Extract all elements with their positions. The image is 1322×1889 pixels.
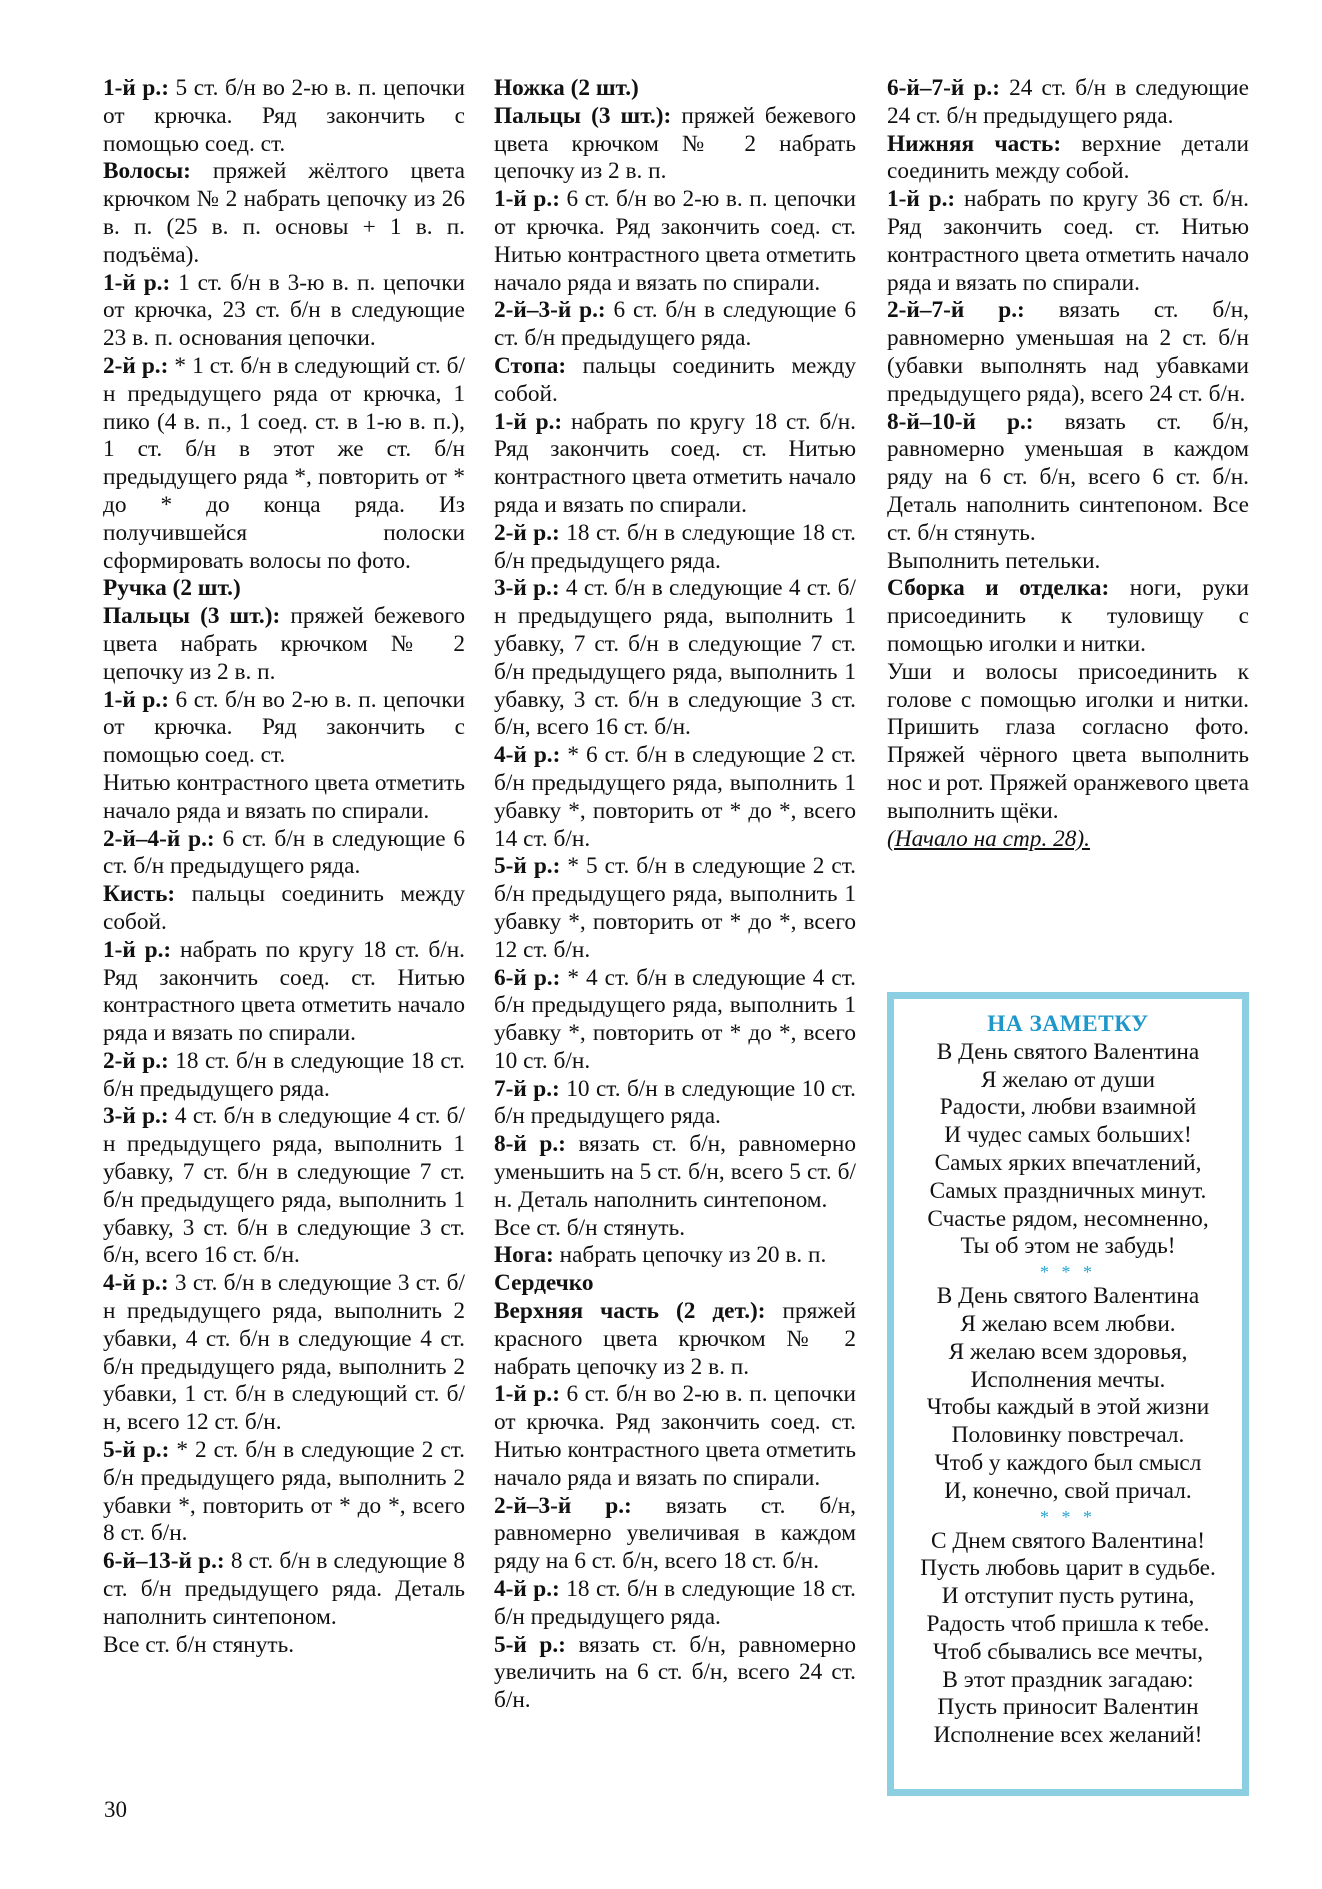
instruction-label: 7-й р.:: [494, 1075, 560, 1102]
instruction-label: Верхняя часть (2 дет.):: [494, 1298, 766, 1325]
instruction-paragraph: [103, 687, 465, 770]
instruction-text: верхние детали соединить между собой.: [887, 130, 1249, 185]
instruction-label: 1-й р.:: [494, 186, 560, 213]
instruction-text: вязать ст. б/н, равномерно уменьшая в каждом ряду на 6 ст. б/н, всего 6 ст. б/н. Деталь наполнить синтепоном. Все ст. б/н стянуть.: [887, 408, 1249, 546]
instruction-text: 3 ст. б/н в следующие 3 ст. б/н предыдущего ряда, выполнить 2 убавки, 4 ст. б/н в следующие 4 ст. б/н предыдущего ряда, выполнить 2 убавки, 1 ст. б/н в следующий ст. б/н, всего 12 ст. б/н.: [103, 1270, 465, 1436]
page-number: 30: [104, 1797, 127, 1822]
instruction-paragraph: [494, 1493, 856, 1576]
poem-line: Радость чтоб пришла к тебе.: [926, 1610, 1210, 1637]
instruction-paragraph: [494, 1131, 856, 1214]
instruction-label: Ножка (2 шт.): [494, 75, 639, 101]
instruction-text: Все ст. б/н стянуть.: [494, 1214, 686, 1241]
instruction-text: Уши и волосы присоединить к голове с помощью иголки и нитки. Пришить глаза согласно фото. Пряжей чёрного цвета выполнить нос и рот. Пряжей оранжевого цвета выполнить щёки.: [887, 658, 1249, 824]
instruction-label: 6-й–13-й р.:: [103, 1548, 225, 1575]
instruction-label: 5-й р.:: [103, 1437, 170, 1464]
poem-line: Чтоб сбывались все мечты,: [932, 1638, 1204, 1665]
column-right-text: [887, 75, 1249, 826]
instruction-paragraph: [494, 1381, 856, 1492]
instruction-paragraph: [494, 1076, 856, 1132]
column-middle: [494, 75, 856, 1715]
instruction-text: набрать по кругу 18 ст. б/н. Ряд закончить соед. ст. Нитью контрастного цвета отметить начало ряда и вязать по спирали.: [494, 408, 857, 518]
instruction-text: вязать ст. б/н, равномерно увеличить на 6 ст. б/н, всего 24 ст. б/н.: [494, 1631, 856, 1714]
instruction-text: пальцы соединить между собой.: [103, 881, 465, 935]
instruction-label: Нога:: [494, 1242, 554, 1269]
instruction-label: 1-й р.:: [103, 75, 169, 101]
instruction-text: пряжей бежевого цвета крючком № 2 набрать цепочку из 2 в. п.: [494, 102, 856, 185]
poem-line: И отступит пусть рутина,: [941, 1583, 1195, 1610]
instruction-paragraph: [103, 603, 465, 686]
instruction-label: 3-й р.:: [494, 575, 560, 602]
instruction-paragraph: [103, 770, 465, 826]
column-right: [887, 75, 1249, 853]
instruction-paragraph: [494, 409, 856, 520]
instruction-paragraph: [103, 75, 465, 158]
instruction-label: 2-й–3-й р.:: [494, 1492, 632, 1519]
instruction-paragraph: [494, 742, 856, 853]
instruction-label: Волосы:: [103, 158, 191, 185]
instruction-paragraph: [103, 1437, 465, 1548]
instruction-text: 6 ст. б/н во 2-ю в. п. цепочки от крючка. Ряд закончить соед. ст. Нитью контрастного цвета отметить начало ряда и вязать по спирали.: [494, 1381, 856, 1491]
instruction-text: Выполнить петельки.: [887, 547, 1101, 574]
instruction-label: 6-й–7-й р.:: [887, 75, 1000, 101]
instruction-paragraph: [494, 75, 856, 103]
instruction-paragraph: [103, 158, 465, 269]
instruction-text: ноги, руки присоединить к туловищу с помощью иголки и нитки.: [887, 575, 1250, 657]
instruction-paragraph: [103, 1548, 465, 1631]
instruction-paragraph: [494, 965, 856, 1076]
poem-line: Чтобы каждый в этой жизни: [926, 1394, 1210, 1421]
instruction-paragraph: [887, 548, 1249, 576]
instruction-paragraph: [103, 826, 465, 882]
instruction-label: 8-й–10-й р.:: [887, 408, 1034, 435]
instruction-label: Ручка (2 шт.): [103, 575, 241, 602]
instruction-label: 1-й р.:: [887, 186, 956, 213]
instruction-text: 18 ст. б/н в следующие 18 ст. б/н предыдущего ряда.: [103, 1047, 465, 1102]
instruction-label: Сборка и отделка:: [887, 575, 1110, 602]
instruction-text: 6 ст. б/н в следующие 6 ст. б/н предыдущего ряда.: [494, 297, 857, 352]
instruction-paragraph: [103, 1632, 465, 1660]
instruction-label: 1-й р.:: [494, 408, 563, 435]
instruction-label: 2-й–7-й р.:: [887, 297, 1025, 324]
instruction-paragraph: [103, 937, 465, 1048]
poem-line: В День святого Валентина: [936, 1283, 1200, 1310]
instruction-text: набрать цепочку из 20 в. п.: [553, 1242, 827, 1269]
instruction-label: 3-й р.:: [103, 1103, 169, 1130]
instruction-paragraph: [494, 353, 856, 409]
instruction-paragraph: [103, 1048, 465, 1104]
instruction-label: 1-й р.:: [103, 936, 172, 963]
note-box-title: НА ЗАМЕТКУ: [987, 1011, 1149, 1037]
poem-line: Половинку повстречал.: [951, 1422, 1185, 1449]
instruction-paragraph: [494, 520, 856, 576]
instruction-label: 2-й–4-й р.:: [103, 825, 215, 852]
stanza-separator: * * *: [1040, 1506, 1096, 1527]
instruction-text: набрать по кругу 36 ст. б/н. Ряд закончить соед. ст. Нитью контрастного цвета отметить начало ряда и вязать по спирали.: [887, 186, 1250, 296]
instruction-text: * 6 ст. б/н в следующие 2 ст. б/н предыдущего ряда, выполнить 1 убавку *, повторить от * до *, всего 14 ст. б/н.: [494, 742, 856, 852]
instruction-paragraph: [494, 103, 856, 186]
poem-line: Исполнение всех желаний!: [933, 1722, 1203, 1749]
instruction-paragraph: [103, 575, 465, 603]
instruction-paragraph: [494, 1576, 856, 1632]
instruction-label: 2-й р.:: [494, 519, 560, 546]
instruction-paragraph: [494, 1270, 856, 1298]
instruction-label: Кисть:: [103, 881, 176, 908]
instruction-text: 4 ст. б/н в следующие 4 ст. б/н предыдущего ряда, выполнить 1 убавку, 7 ст. б/н в следующие 7 ст. б/н предыдущего ряда, выполнить 1 убавку, 3 ст. б/н в следующие 3 ст. б/н, всего 16 ст. б/н.: [103, 1103, 465, 1269]
instruction-text: 5 ст. б/н во 2-ю в. п. цепочки от крючка. Ряд закончить с помощью соед. ст.: [103, 75, 465, 157]
poem-line: Пусть приносит Валентин: [937, 1694, 1199, 1721]
poem-line: Самых ярких впечатлений,: [934, 1149, 1202, 1176]
instruction-label: Пальцы (3 шт.):: [494, 102, 672, 129]
poem-line: В этот праздник загадаю:: [942, 1666, 1194, 1693]
instruction-text: 6 ст. б/н в следующие 6 ст. б/н предыдущего ряда.: [103, 825, 466, 880]
instruction-text: 18 ст. б/н в следующие 18 ст. б/н предыдущего ряда.: [494, 519, 856, 574]
instruction-label: 5-й р.:: [494, 853, 561, 880]
instruction-paragraph: [103, 1103, 465, 1270]
instruction-label: Нижняя часть:: [887, 130, 1062, 157]
instruction-paragraph: [887, 575, 1249, 658]
instruction-label: 1-й р.:: [103, 269, 171, 296]
column-left: [103, 75, 465, 1659]
instruction-label: 4-й р.:: [494, 742, 561, 769]
poem-line: Я желаю всем здоровья,: [948, 1338, 1188, 1365]
poem-stanza-3: [904, 1528, 1232, 1750]
instruction-paragraph: [494, 1242, 856, 1270]
instruction-label: 6-й р.:: [494, 964, 561, 991]
poem-line: Чтоб у каждого был смысл: [934, 1449, 1202, 1476]
note-box: [887, 992, 1249, 1796]
instruction-text: 10 ст. б/н в следующие 10 ст. б/н предыдущего ряда.: [494, 1075, 856, 1130]
poem-line: Счастье рядом, несомненно,: [927, 1205, 1209, 1232]
poem-line: В День святого Валентина: [936, 1038, 1200, 1065]
instruction-paragraph: [887, 659, 1249, 826]
instruction-paragraph: [887, 409, 1249, 548]
instruction-label: 2-й р.:: [103, 1047, 169, 1074]
instruction-text: пряжей бежевого цвета набрать крючком № 2 цепочку из 2 в. п.: [103, 603, 465, 685]
instruction-text: * 4 ст. б/н в следующие 4 ст. б/н предыдущего ряда, выполнить 1 убавку *, повторить от * до *, всего 10 ст. б/н.: [494, 964, 856, 1074]
instruction-paragraph: [103, 1270, 465, 1437]
poem-stanza-1: [904, 1039, 1232, 1261]
poem-stanza-2: [904, 1283, 1232, 1505]
instruction-text: * 5 ст. б/н в следующие 2 ст. б/н предыдущего ряда, выполнить 1 убавку *, повторить от * до *, всего 12 ст. б/н.: [494, 853, 856, 963]
poem-line: Радости, любви взаимной: [939, 1094, 1197, 1121]
instruction-text: * 1 ст. б/н в следующий ст. б/н предыдущего ряда от крючка, 1 пико (4 в. п., 1 соед. ст. в 1-ю в. п.), 1 ст. б/н в этот же ст. б/н предыдущего ряда *, повторить от * до * до конца ряда. Из получившейся полоски сформировать волосы по фото.: [103, 352, 465, 574]
instruction-paragraph: [103, 881, 465, 937]
instruction-label: 2-й–3-й р.:: [494, 297, 606, 324]
instruction-text: 24 ст. б/н в следующие 24 ст. б/н предыдущего ряда.: [887, 75, 1249, 129]
instruction-label: Стопа:: [494, 352, 567, 379]
instruction-label: 5-й р.:: [494, 1631, 566, 1658]
instruction-text: вязать ст. б/н, равномерно увеличивая в каждом ряду на 6 ст. б/н, всего 18 ст. б/н.: [494, 1492, 856, 1575]
instruction-label: Пальцы (3 шт.):: [103, 603, 281, 630]
poem-line: И, конечно, свой причал.: [944, 1477, 1192, 1504]
instruction-text: 1 ст. б/н в 3-ю в. п. цепочки от крючка, 23 ст. б/н в следующие 23 в. п. основания цепочки.: [103, 269, 465, 352]
instruction-text: 18 ст. б/н в следующие 18 ст. б/н предыдущего ряда.: [494, 1576, 856, 1630]
instruction-label: 1-й р.:: [103, 686, 169, 713]
instruction-paragraph: [494, 186, 856, 297]
instruction-text: 8 ст. б/н в следующие 8 ст. б/н предыдущего ряда. Деталь наполнить синтепоном.: [103, 1548, 466, 1630]
instruction-paragraph: [887, 297, 1249, 408]
instruction-label: 1-й р.:: [494, 1381, 560, 1408]
instruction-paragraph: [494, 1215, 856, 1243]
instruction-paragraph: [494, 575, 856, 742]
instruction-label: 2-й р.:: [103, 352, 169, 379]
instruction-paragraph: [887, 186, 1249, 297]
poem-line: Исполнения мечты.: [970, 1366, 1166, 1393]
instruction-text: вязать ст. б/н, равномерно уменьшая на 2 ст. б/н (убавки выполнять над убавками предыдущего ряда), всего 24 ст. б/н.: [887, 297, 1249, 407]
instruction-paragraph: [494, 1298, 856, 1381]
instruction-paragraph: [494, 297, 856, 353]
instruction-paragraph: [494, 853, 856, 964]
instruction-text: пряжей жёлтого цвета крючком № 2 набрать цепочку из 26 в. п. (25 в. п. основы + 1 в. п. подъёма).: [103, 158, 465, 268]
instruction-paragraph: [494, 1632, 856, 1715]
instruction-text: Все ст. б/н стянуть.: [103, 1631, 295, 1658]
instruction-text: Нитью контрастного цвета отметить начало ряда и вязать по спирали.: [103, 769, 465, 824]
instruction-text: пальцы соединить между собой.: [494, 352, 856, 407]
instruction-paragraph: [103, 270, 465, 353]
instruction-paragraph: [887, 75, 1249, 131]
instruction-text: * 2 ст. б/н в следующие 2 ст. б/н предыдущего ряда, выполнить 2 убавки *, повторить от * до *, всего 8 ст. б/н.: [103, 1437, 465, 1547]
instruction-label: Сердечко: [494, 1270, 594, 1297]
poem-line: Я желаю от души: [981, 1066, 1155, 1093]
instruction-text: набрать по кругу 18 ст. б/н. Ряд закончить соед. ст. Нитью контрастного цвета отметить начало ряда и вязать по спирали.: [103, 936, 466, 1047]
instruction-label: 4-й р.:: [103, 1270, 169, 1297]
instruction-label: 4-й р.:: [494, 1576, 560, 1603]
poem-line: Ты об этом не забудь!: [960, 1233, 1176, 1260]
instruction-text: пряжей красного цвета крючком № 2 набрать цепочку из 2 в. п.: [494, 1298, 856, 1380]
continuation-link[interactable]: (Начало на стр. 28).: [887, 825, 1090, 852]
instruction-text: 6 ст. б/н во 2-ю в. п. цепочки от крючка. Ряд закончить соед. ст. Нитью контрастного цвета отметить начало ряда и вязать по спирали.: [494, 186, 856, 296]
instruction-text: 6 ст. б/н во 2-ю в. п. цепочки от крючка. Ряд закончить с помощью соед. ст.: [103, 686, 465, 769]
poem-line: И чудес самых больших!: [944, 1122, 1192, 1149]
poem-line: С Днем святого Валентина!: [930, 1527, 1206, 1554]
poem-line: Я желаю всем любви.: [960, 1310, 1176, 1337]
poem-line: Самых праздничных минут.: [929, 1177, 1207, 1204]
instruction-text: вязать ст. б/н, равномерно уменьшить на 5 ст. б/н, всего 5 ст. б/н. Деталь наполнить синтепоном.: [494, 1131, 856, 1213]
continuation-note: [887, 826, 1249, 854]
stanza-separator: * * *: [1040, 1262, 1096, 1283]
instruction-text: 4 ст. б/н в следующие 4 ст. б/н предыдущего ряда, выполнить 1 убавку, 7 ст. б/н в следующие 7 ст. б/н предыдущего ряда, выполнить 1 убавку, 3 ст. б/н в следующие 3 ст. б/н, всего 16 ст. б/н.: [494, 575, 856, 741]
instruction-paragraph: [887, 131, 1249, 187]
instruction-paragraph: [103, 353, 465, 575]
instruction-label: 8-й р.:: [494, 1131, 566, 1158]
poem-line: Пусть любовь царит в судьбе.: [920, 1555, 1216, 1582]
